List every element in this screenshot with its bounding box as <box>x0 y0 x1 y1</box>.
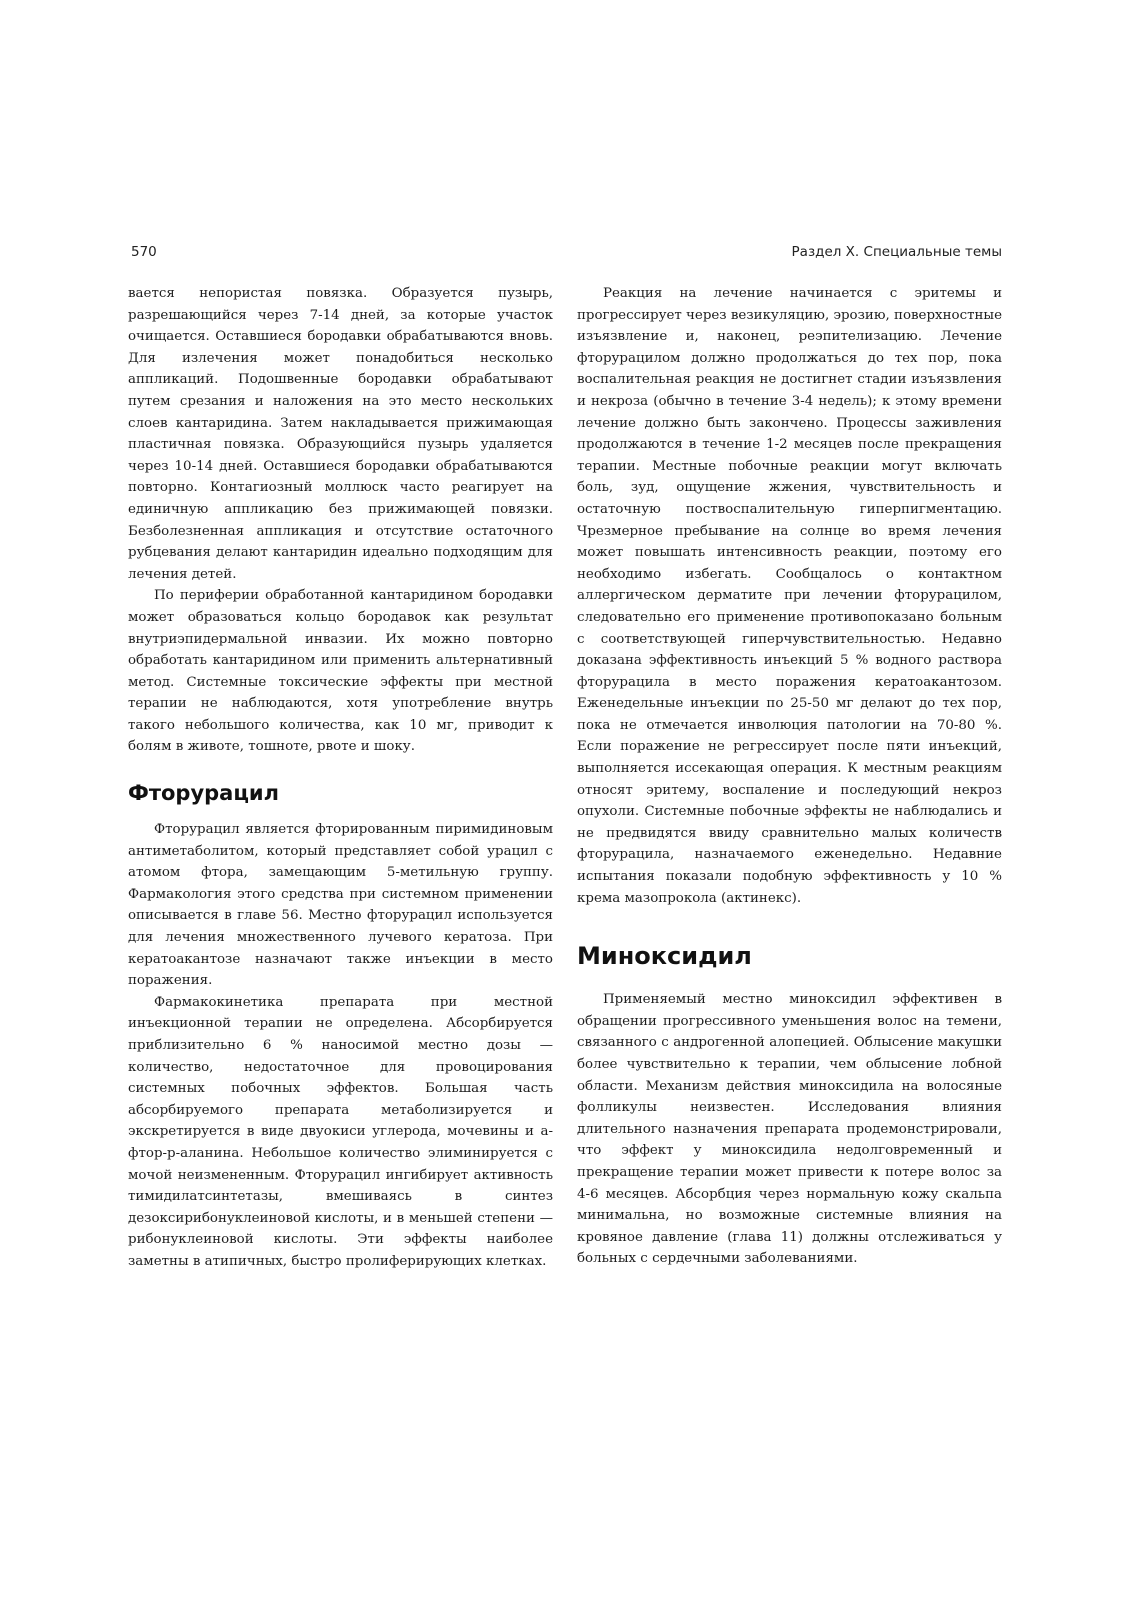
paragraph: вается непористая повязка. Образуется пузырь, разрешающийся через 7-14 дней, за которые участок очищается. Оставшиеся бородавки обрабатываются вновь. Для излечения может понадобиться несколько аппликаций. Подошвенные бородавки обрабатывают путем срезания и наложения на это место нескольких слоев кантаридина. Затем накладывается прижимающая пластичная повязка. Образующийся пузырь удаляется через 10-14 дней. Оставшиеся бородавки обрабатываются повторно. Контагиозный моллюск часто реагирует на единичную аппликацию без прижимающей повязки. Безболезненная аппликация и отсутствие остаточного рубцевания делают кантаридин идеально подходящим для лечения детей. <box>128 286 553 582</box>
left-column <box>128 283 553 1273</box>
running-header <box>131 244 1002 264</box>
section-title: Раздел X. Специальные темы <box>791 244 1002 260</box>
paragraph: По периферии обработанной кантаридином бородавки может образоваться кольцо бородавок как результат внутриэпидермальной инвазии. Их можно повторно обработать кантаридином или применить альтернативный метод. Системные токсические эффекты при местной терапии не наблюдаются, хотя употребление внутрь такого небольшого количества, как 10 мг, приводит к болям в животе, тошноте, рвоте и шоку. <box>128 588 553 755</box>
section-heading-minoxidil: Миноксидил <box>577 942 752 971</box>
paragraph: Фармакокинетика препарата при местной инъекционной терапии не определена. Абсорбируется приблизительно 6 % наносимой местно дозы — количество, недостаточное для провоцирования системных побочных эффектов. Большая часть абсорбируемого препарата метаболизируется и экскретируется в виде двуокиси углерода, мочевины и а-фтор-р-аланина. Небольшое количество элиминируется с мочой неизмененным. Фторурацил ингибирует активность тимидилатсинтетазы, вмешиваясь в синтез дезоксирибонуклеиновой кислоты, и в меньшей степени — рибонуклеиновой кислоты. Эти эффекты наиболее заметны в атипичных, быстро пролиферирующих клетках. <box>128 994 553 1269</box>
right-column <box>577 283 1002 1270</box>
paragraph: Фторурацил является фторированным пиримидиновым антиметаболитом, который представляет собой урацил с атомом фтора, замещающим 5-метильную группу. Фармакология этого средства при системном применении описывается в главе 56. Местно фторурацил используется для лечения множественного лучевого кератоза. При кератоакантозе назначают также инъекции в место поражения. <box>128 822 553 989</box>
paragraph: Реакция на лечение начинается с эритемы и прогрессирует через везикуляцию, эрозию, поверхностные изъязвление и, наконец, реэпителизацию. Лечение фторурацилом должно продолжаться до тех пор, пока воспалительная реакция не достигнет стадии изъязвления и некроза (обычно в течение 3-4 недель); к этому времени лечение должно быть закончено. Процессы заживления продолжаются в течение 1-2 месяцев после прекращения терапии. Местные побочные реакции могут включать боль, зуд, ощущение жжения, чувствительность и остаточную поствоспалительную гиперпигментацию. Чрезмерное пребывание на солнце во время лечения может повышать интенсивность реакции, поэтому его необходимо избегать. Сообщалось о контактном аллергическом дерматите при лечении фторурацилом, следовательно его применение противопоказано больным с соответствующей гиперчувствительностью. Недавно доказана эффективность инъекций 5 % водного раствора фторурацила в место поражения кератоакантозом. Еженедельные инъекции по 25-50 мг делают до тех пор, пока не отмечается инволюция патологии на 70-80 %. Если поражение не регрессирует после пяти инъекций, выполняется иссекающая операция. К местным реакциям относят эритему, воспаление и последующий некроз опухоли. Системные побочные эффекты не наблюдались и не предвидятся ввиду сравнительно малых количеств фторурацила, назначаемого еженедельно. Недавние испытания показали подобную эффективность у 10 % крема мазопрокола (актинекс). <box>577 286 1002 906</box>
section-heading-fluorouracil: Фторурацил <box>128 781 280 806</box>
paragraph: Применяемый местно миноксидил эффективен в обращении прогрессивного уменьшения волос на темени, связанного с андрогенной алопецией. Облысение макушки более чувствительно к терапии, чем облысение лобной области. Механизм действия миноксидила на волосяные фолликулы неизвестен. Исследования влияния длительного назначения препарата продемонстрировали, что эффект у миноксидила недолговременный и прекращение терапии может привести к потере волос за 4-6 месяцев. Абсорбция через нормальную кожу скальпа минимальна, но возможные системные влияния на кровяное давление (глава 11) должны отслеживаться у больных с сердечными заболеваниями. <box>577 992 1002 1267</box>
page-number: 570 <box>131 244 157 260</box>
